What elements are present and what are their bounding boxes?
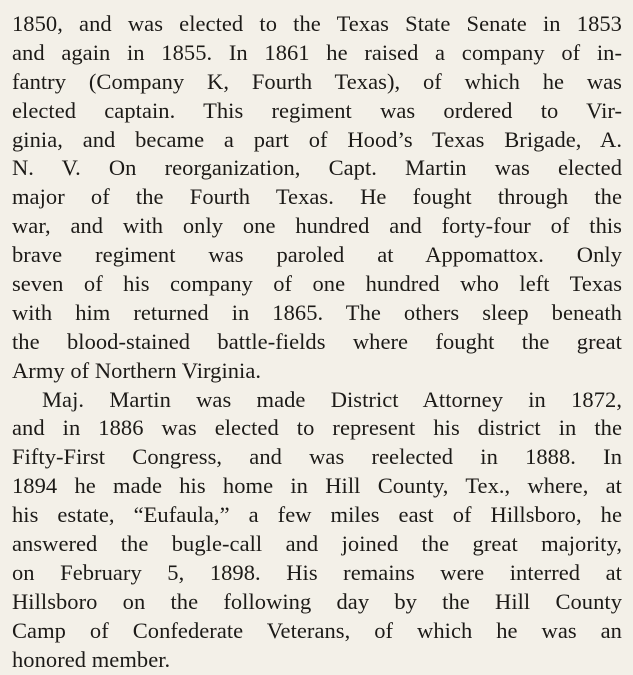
text-line: Army of Northern Virginia. [12, 357, 262, 383]
text-line: honored member. [12, 646, 171, 672]
text-line: war, and with only one hundred and forty-four of this [12, 213, 622, 239]
text-line: 1850, and was elected to the Texas State Senate in 1853 [12, 11, 622, 36]
paragraph-career [12, 386, 633, 675]
text-line: on February 5, 1898. His remains were interred at [12, 559, 622, 585]
text-line: major of the Fourth Texas. He fought through the [12, 184, 622, 210]
text-line: fantry (Company K, Fourth Texas), of which he was [12, 68, 622, 94]
text-line: Maj. Martin was made District Attorney in 1872, [42, 386, 622, 412]
text-line: Camp of Confederate Veterans, of which he was an [12, 617, 622, 643]
text-line: 1894 he made his home in Hill County, Tex., where, at [12, 473, 622, 499]
text-line: brave regiment was paroled at Appomattox. Only [12, 242, 622, 268]
text-line: with him returned in 1865. The others sleep beneath [12, 299, 622, 325]
text-line: and again in 1855. In 1861 he raised a company of in- [12, 39, 622, 65]
paragraph-service [12, 10, 633, 386]
text-line: seven of his company of one hundred who left Texas [12, 271, 622, 297]
text-line: and in 1886 was elected to represent his district in the [12, 415, 622, 441]
text-line: ginia, and became a part of Hood’s Texas Brigade, A. [12, 126, 622, 152]
text-line: his estate, “Eufaula,” a few miles east of Hillsboro, he [12, 502, 622, 528]
text-line: the blood-stained battle-fields where fought the great [12, 328, 622, 354]
text-line: answered the bugle-call and joined the great majority, [12, 531, 622, 557]
text-line: N. V. On reorganization, Capt. Martin was elected [12, 155, 622, 181]
text-line: Fifty-First Congress, and was reelected in 1888. In [12, 444, 622, 470]
text-line: Hillsboro on the following day by the Hill County [12, 588, 622, 614]
text-line: elected captain. This regiment was ordered to Vir- [12, 97, 622, 123]
